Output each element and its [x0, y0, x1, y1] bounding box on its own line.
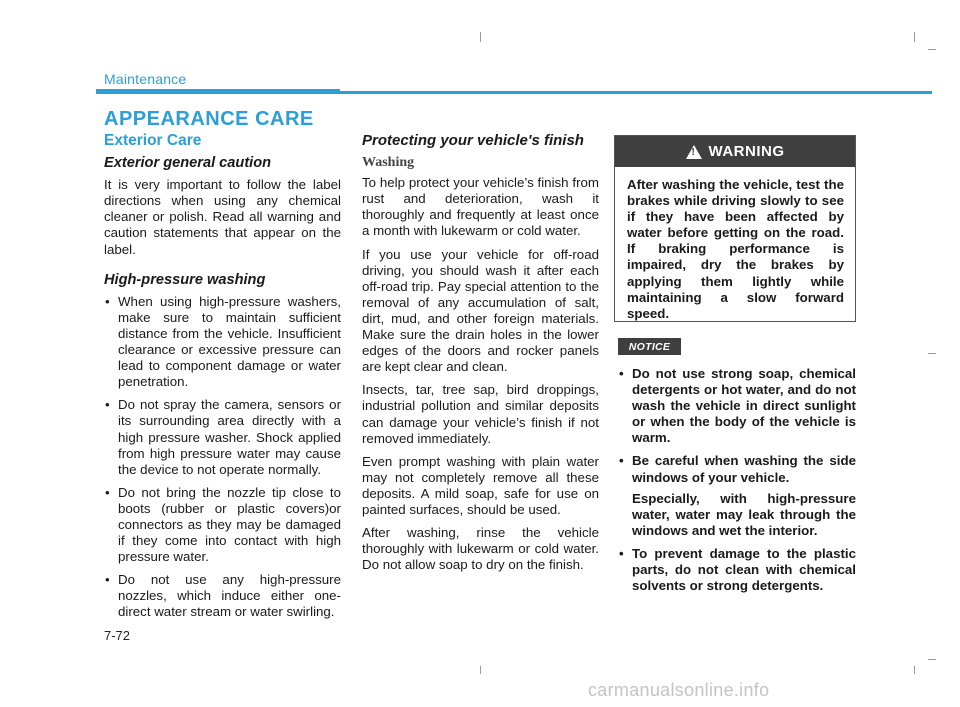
heading-exterior-care: Exterior Care [104, 132, 202, 149]
list-item: • Do not bring the nozzle tip close to boots (rubber or plastic covers)or connectors as they may be damaged if they come into contact with high pressure water. [104, 485, 341, 565]
heading-high-pressure: High-pressure washing [104, 271, 266, 288]
list-item: • Do not use any high-pressure nozzles, which induce either one-direct water stream or water swirling. [104, 572, 341, 620]
warning-triangle-icon: ! [686, 145, 702, 159]
notice-items [618, 366, 856, 486]
section-label: Maintenance [104, 71, 187, 87]
notice-items [618, 546, 856, 594]
notice-list [618, 366, 856, 601]
crop-mark [480, 32, 481, 42]
crop-mark [480, 666, 481, 674]
crop-mark [928, 49, 936, 50]
warning-header [615, 136, 855, 167]
notice-badge: NOTICE [618, 338, 681, 355]
heading-washing: Washing [362, 155, 415, 171]
paragraph: After washing, rinse the vehicle thoroughly with lukewarm or cold water. Do not allow soap to dry on the finish. [362, 525, 599, 573]
paragraph: Even prompt washing with plain water may not completely remove all these deposits. A mild soap, safe for use on painted surfaces, should be used. [362, 453, 599, 517]
watermark: carmanualsonline.info [588, 680, 770, 700]
crop-mark [928, 353, 936, 354]
warning-label: WARNING [708, 143, 785, 160]
list-item: • When using high-pressure washers, make sure to maintain sufficient distance from the vehicle. Insufficient clearance or excessive pressure can lead to component damage or water penetration. [104, 294, 341, 391]
column-protecting-finish [362, 133, 599, 580]
column-exterior-care [104, 133, 341, 628]
crop-mark [928, 659, 936, 660]
list-item: • Do not use strong soap, chemical detergents or hot water, and do not wash the vehicle in direct sunlight or when the body of the vehicle is warm. [618, 366, 856, 446]
paragraph: If you use your vehicle for off-road driving, you should wash it after each off-road trip. Pay special attention to the removal of any accumulation of salt, dirt, mud, and other foreign materials. Make sure the drain holes in the lower edges of the doors and rocker panels are kept clear and clean. [362, 246, 599, 375]
crop-mark [914, 32, 915, 42]
heading-general-caution: Exterior general caution [104, 155, 272, 172]
list-item: • To prevent damage to the plastic parts, do not clean with chemical solvents or strong detergents. [618, 546, 856, 594]
crop-mark [914, 666, 915, 674]
paragraph: To help protect your vehicle’s finish from rust and deterioration, wash it thoroughly and frequently at least once a month with lukewarm or cold water. [362, 175, 599, 239]
intro-paragraph: It is very important to follow the label directions when using any chemical cleaner or polish. Read all warning and caution statements that appear on the label. [104, 177, 341, 257]
page-title: APPEARANCE CARE [104, 108, 314, 130]
page-number: 7-72 [104, 628, 131, 643]
list-item: • Do not spray the camera, sensors or its surrounding area directly with a high pressure washer. Shock applied from high pressure water may cause the device to not operate normally. [104, 397, 341, 477]
paragraph: Insects, tar, tree sap, bird droppings, industrial pollution and similar deposits can damage your vehicle’s finish if not removed immediately. [362, 382, 599, 446]
warning-text: After washing the vehicle, test the brakes while driving slowly to see if they have been affected by water before getting on the road. If braking performance is impaired, dry the brakes by applying them lightly while maintaining a slow forward speed. [627, 177, 844, 321]
list-item: • Be careful when washing the side windows of your vehicle. [618, 453, 856, 485]
warning-box [614, 135, 856, 322]
header-rule [96, 91, 932, 94]
high-pressure-list [104, 294, 341, 621]
heading-protecting-finish: Protecting your vehicle's finish [362, 132, 584, 149]
notice-item-continuation: Especially, with high-pressure water, water may leak through the windows and wet the interior. [632, 490, 856, 538]
